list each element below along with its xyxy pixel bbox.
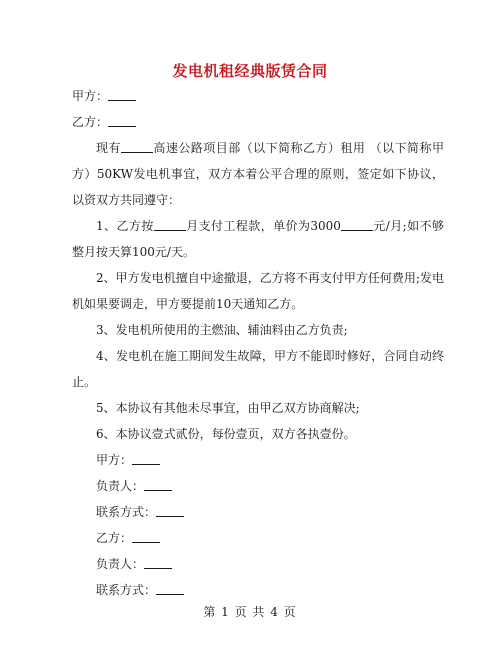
clause-1-blank-2 <box>341 218 373 231</box>
sign-label: 联系方式： <box>96 505 157 519</box>
clause-4 <box>72 343 444 395</box>
clause-number: 2、 <box>96 271 116 285</box>
sign-person-a <box>72 473 444 499</box>
clause-text: 本协议有其他未尽事宜，由甲乙双方协商解决; <box>115 401 360 415</box>
clause-number: 5、 <box>96 401 116 415</box>
clause-number: 6、 <box>96 427 116 441</box>
clause-text: 月支付工程款，单价为3000 <box>185 219 341 233</box>
sign-blank <box>144 478 172 491</box>
sign-label: 甲方： <box>96 453 133 467</box>
document-body <box>72 83 444 603</box>
intro-text: 高速公路项目部（以下简称乙方）租用 （以下简称甲方）50KW发电机事宜，双方本着公平合理的原则，签定如下协议，以资双方共同遵守： <box>72 141 444 207</box>
party-b-line <box>72 109 444 135</box>
document-title: 发电机租经典版赁合同 <box>172 62 328 80</box>
party-a-label: 甲方： <box>72 89 109 103</box>
sign-blank <box>156 582 184 595</box>
clause-number: 3、 <box>96 323 116 337</box>
sign-contact-b <box>72 577 444 603</box>
sign-label: 乙方： <box>96 531 133 545</box>
party-a-blank <box>108 88 136 101</box>
clause-number: 1、 <box>96 219 117 233</box>
sign-party-b <box>72 525 444 551</box>
clause-1-blank-1 <box>154 218 186 231</box>
clause-text: 本协议壹式贰份，每份壹页，双方各执壹份。 <box>115 427 356 441</box>
intro-paragraph <box>72 135 444 213</box>
clause-6 <box>72 421 444 447</box>
sign-blank <box>132 530 160 543</box>
intro-blank <box>121 140 153 153</box>
clause-text: 发电机所使用的主燃油、辅油料由乙方负责; <box>115 323 348 337</box>
sign-label: 负责人： <box>96 479 145 493</box>
sign-blank <box>132 452 160 465</box>
clause-text: 乙方按 <box>116 219 154 233</box>
sign-contact-a <box>72 499 444 525</box>
party-a-line <box>72 83 444 109</box>
party-b-label: 乙方： <box>72 115 109 129</box>
clause-number: 4、 <box>96 349 116 363</box>
sign-label: 联系方式： <box>96 583 157 597</box>
party-b-blank <box>108 114 136 127</box>
clause-text: 甲方发电机擅自中途撤退，乙方将不再支付甲方任何费用;发电机如果要调走，甲方要提前10天通知乙方。 <box>72 271 445 311</box>
clause-text: 元/月;如不够整月按天算100元/天。 <box>72 219 444 259</box>
page-number-footer: 第 1 页 共 4 页 <box>203 605 297 619</box>
clause-3 <box>72 317 444 343</box>
intro-prefix: 现有 <box>96 141 121 155</box>
clause-text: 发电机在施工期间发生故障，甲方不能即时修好，合同自动终止。 <box>72 349 444 389</box>
sign-blank <box>144 556 172 569</box>
clause-5 <box>72 395 444 421</box>
sign-party-a <box>72 447 444 473</box>
sign-person-b <box>72 551 444 577</box>
clause-1 <box>72 213 444 265</box>
clause-2 <box>72 265 444 317</box>
sign-blank <box>156 504 184 517</box>
sign-label: 负责人： <box>96 557 145 571</box>
